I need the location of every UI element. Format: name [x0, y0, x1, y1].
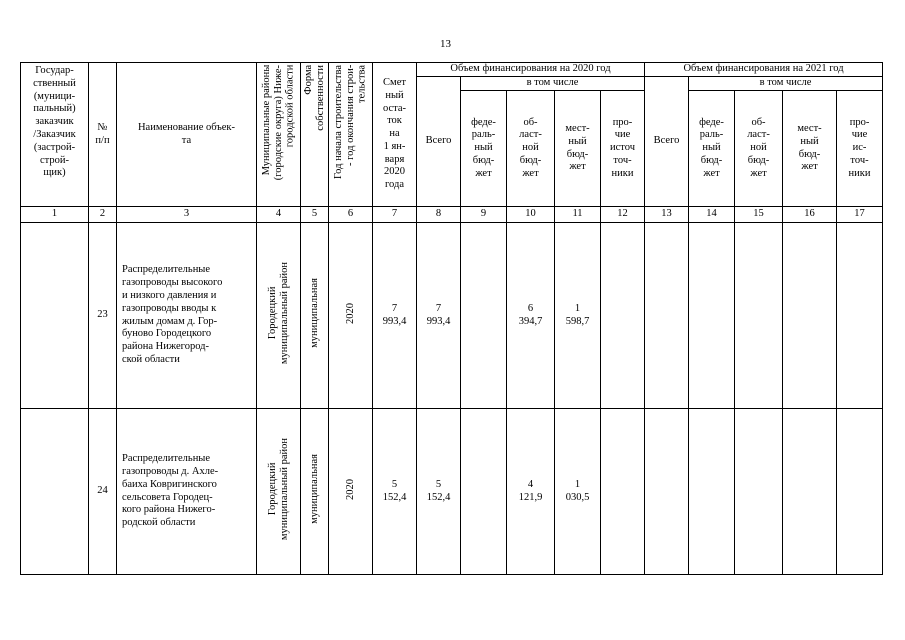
regional-2021-cell — [735, 409, 783, 575]
header-total-2021: Всего — [645, 77, 689, 207]
col-number: 8 — [417, 207, 461, 223]
total-2021-cell — [645, 409, 689, 575]
ownership-cell: муниципальная — [301, 223, 329, 409]
header-ownership: Форма собственности — [301, 63, 329, 207]
col-number: 9 — [461, 207, 507, 223]
header-fin-2020: Объем финансирования на 2020 год — [417, 63, 645, 77]
other-2021-cell — [837, 223, 883, 409]
other-2020-cell — [601, 409, 645, 575]
district-cell: Городецкий муниципальный район — [257, 223, 301, 409]
customer-cell — [21, 409, 89, 575]
col-number: 2 — [89, 207, 117, 223]
col-number: 17 — [837, 207, 883, 223]
other-2020-cell — [601, 223, 645, 409]
row-number: 24 — [89, 409, 117, 575]
header-fin-2021: Объем финансирования на 2021 год — [645, 63, 883, 77]
object-name: Распределительные газопроводы высокого и низкого давления и газопроводы вводы к жилым домам д. Гор- буново Городецкого района Нижегород- ской области — [117, 223, 257, 409]
header-including-2020: в том числе — [461, 77, 645, 91]
page-number: 13 — [440, 38, 451, 50]
district-cell: Городецкий муниципальный район — [257, 409, 301, 575]
balance-cell: 5 152,4 — [373, 409, 417, 575]
local-2021-cell — [783, 409, 837, 575]
year-cell: 2020 — [329, 223, 373, 409]
header-including-2021: в том числе — [689, 77, 883, 91]
balance-cell: 7 993,4 — [373, 223, 417, 409]
local-2020-cell: 1 598,7 — [555, 223, 601, 409]
total-2021-cell — [645, 223, 689, 409]
federal-2021-cell — [689, 409, 735, 575]
total-2020-cell: 5 152,4 — [417, 409, 461, 575]
header-other-2021: про- чие ис- точ- ники — [837, 91, 883, 207]
col-number: 6 — [329, 207, 373, 223]
federal-2020-cell — [461, 223, 507, 409]
financing-table — [20, 62, 883, 575]
header-local-2021: мест- ный бюд- жет — [783, 91, 837, 207]
header-customer: Государ- ственный (муници- пальный) заказчик /Заказчик (застрой- строй- щик) — [21, 63, 89, 207]
col-number: 14 — [689, 207, 735, 223]
header-balance: Смет ный оста- ток на 1 ян- варя 2020 года — [373, 63, 417, 207]
col-number: 12 — [601, 207, 645, 223]
regional-2020-cell: 4 121,9 — [507, 409, 555, 575]
col-number: 15 — [735, 207, 783, 223]
col-number: 1 — [21, 207, 89, 223]
col-number: 13 — [645, 207, 689, 223]
header-years: Год начала строительства - год окончания строи- тельства — [329, 63, 373, 207]
col-number: 11 — [555, 207, 601, 223]
header-total-2020: Всего — [417, 77, 461, 207]
row-number: 23 — [89, 223, 117, 409]
header-regional-2020: об- ласт- ной бюд- жет — [507, 91, 555, 207]
local-2020-cell: 1 030,5 — [555, 409, 601, 575]
col-number: 3 — [117, 207, 257, 223]
object-name: Распределительные газопроводы д. Ахле- баиха Ковригинского сельсовета Городец- кого района Нижего- родской области — [117, 409, 257, 575]
year-cell: 2020 — [329, 409, 373, 575]
regional-2020-cell: 6 394,7 — [507, 223, 555, 409]
col-number: 10 — [507, 207, 555, 223]
header-federal-2021: феде- раль- ный бюд- жет — [689, 91, 735, 207]
col-number: 5 — [301, 207, 329, 223]
header-name: Наименование объек- та — [117, 63, 257, 207]
other-2021-cell — [837, 409, 883, 575]
header-regional-2021: об- ласт- ной бюд- жет — [735, 91, 783, 207]
header-other-2020: про- чие источ точ- ники — [601, 91, 645, 207]
header-local-2020: мест- ный бюд- жет — [555, 91, 601, 207]
federal-2020-cell — [461, 409, 507, 575]
table-row — [21, 409, 883, 575]
total-2020-cell: 7 993,4 — [417, 223, 461, 409]
col-number: 16 — [783, 207, 837, 223]
federal-2021-cell — [689, 223, 735, 409]
header-num: № п/п — [89, 63, 117, 207]
table-row — [21, 223, 883, 409]
regional-2021-cell — [735, 223, 783, 409]
customer-cell — [21, 223, 89, 409]
header-federal-2020: феде- раль- ный бюд- жет — [461, 91, 507, 207]
ownership-cell: муниципальная — [301, 409, 329, 575]
col-number: 4 — [257, 207, 301, 223]
column-number-row — [21, 207, 883, 223]
header-district: Муниципальные районы (городские округа) Ниже- городской области — [257, 63, 301, 207]
col-number: 7 — [373, 207, 417, 223]
local-2021-cell — [783, 223, 837, 409]
